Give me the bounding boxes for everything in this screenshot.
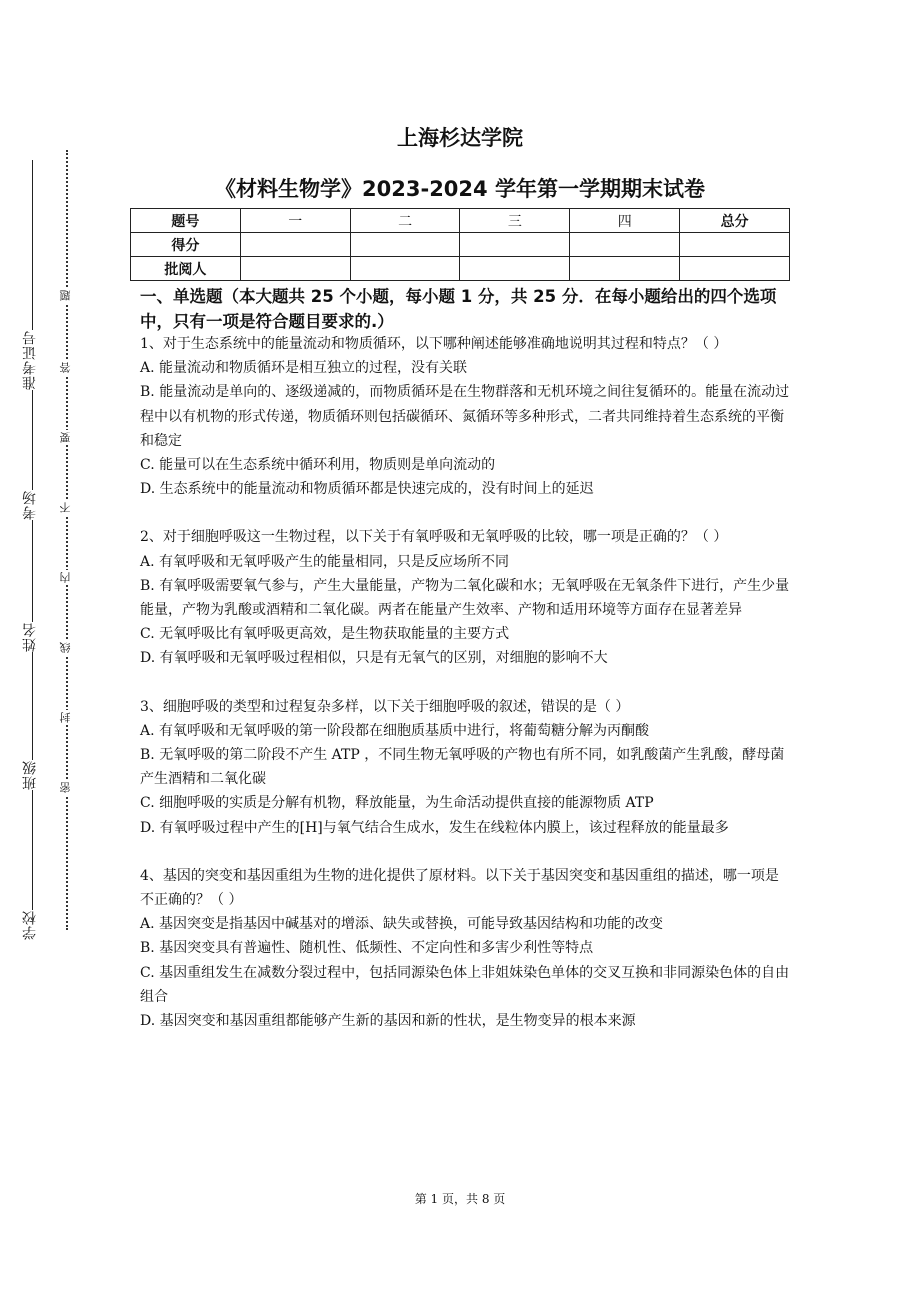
- option-b: B. 有氧呼吸需要氧气参与，产生大量能量，产物为二氧化碳和水；无氧呼吸在无氧条件下进行，产生少量能量，产物为乳酸或酒精和二氧化碳。两者在能量产生效率、产物和适用环境等方面存在显著差异: [140, 577, 790, 619]
- exam-room-label: 考场: [22, 490, 38, 520]
- option-b: B. 基因突变具有普遍性、随机性、低频性、不定向性和多害少利性等特点: [140, 940, 594, 957]
- option-d: D. 有氧呼吸和无氧呼吸过程相似，只是有无氧气的区别，对细胞的影响不大: [140, 650, 608, 667]
- header-cell: 二: [350, 209, 460, 233]
- option-b: B. 能量流动是单向的、逐级递减的，而物质循环是在生物群落和无机环境之间往复循环的。能量在流动过程中以有机物的形式传递，物质循环则包括碳循环、氮循环等多种形式，二者共同维持着生态系统的平衡和稳定: [140, 384, 790, 449]
- grader-cell[interactable]: [460, 257, 570, 281]
- row-label: 得分: [131, 233, 241, 257]
- seal-char: 不: [59, 502, 72, 513]
- school-label: 学校: [22, 910, 38, 940]
- option-a: A. 有氧呼吸和无氧呼吸的第一阶段都在细胞质基质中进行，将葡萄糖分解为丙酮酸: [140, 722, 650, 739]
- seal-char: 线: [59, 642, 72, 653]
- row-label: 批阅人: [131, 257, 241, 281]
- question-4: [140, 864, 792, 1033]
- option-c: C. 能量可以在生态系统中循环利用，物质则是单向流动的: [140, 457, 496, 474]
- question-2: [140, 525, 792, 670]
- option-d: D. 有氧呼吸过程中产生的[H]与氧气结合生成水，发生在线粒体内膜上，该过程释放的能量最多: [140, 819, 729, 836]
- score-cell[interactable]: [240, 233, 350, 257]
- option-a: A. 基因突变是指基因中碱基对的增添、缺失或替换，可能导致基因结构和功能的改变: [140, 916, 664, 933]
- option-d: D. 基因突变和基因重组都能够产生新的基因和新的性状，是生物变异的根本来源: [140, 1013, 636, 1030]
- option-a: A. 能量流动和物质循环是相互独立的过程，没有关联: [140, 360, 468, 377]
- question-list: [140, 332, 792, 1057]
- header-cell: 题号: [131, 209, 241, 233]
- section-heading: 一、单选题（本大题共 25 个小题，每小题 1 分，共 25 分．在每小题给出的四个选项中，只有一项是符合题目要求的.）: [140, 287, 777, 331]
- seal-char: 答: [59, 362, 72, 373]
- question-3: [140, 695, 792, 840]
- seal-char: 封: [59, 712, 72, 723]
- question-stem: 4、基因的突变和基因重组为生物的进化提供了原材料。以下关于基因突变和基因重组的描述，哪一项是不正确的？（ ）: [140, 867, 779, 909]
- header-cell: 总分: [680, 209, 790, 233]
- grader-cell[interactable]: [680, 257, 790, 281]
- seal-char: 密: [59, 782, 72, 793]
- seal-char: 内: [59, 572, 72, 583]
- seal-char: 要: [59, 432, 72, 443]
- header-cell: 一: [240, 209, 350, 233]
- score-table-header-row: [131, 209, 790, 233]
- seal-dotted-line: [66, 150, 68, 930]
- score-row: [131, 233, 790, 257]
- score-table: [130, 208, 790, 281]
- school-title: 上海杉达学院: [397, 126, 523, 150]
- binding-line: [32, 160, 33, 940]
- exam-title: 《材料生物学》2023-2024 学年第一学期期末试卷: [215, 177, 705, 201]
- score-cell[interactable]: [460, 233, 570, 257]
- page-footer: 第 1 页，共 8 页: [414, 1192, 506, 1206]
- name-label: 姓名: [22, 622, 38, 652]
- score-cell[interactable]: [680, 233, 790, 257]
- seal-char: 题: [59, 290, 72, 301]
- header-cell: 三: [460, 209, 570, 233]
- option-c: C. 无氧呼吸比有氧呼吸更高效，是生物获取能量的主要方式: [140, 626, 510, 643]
- question-stem: 3、细胞呼吸的类型和过程复杂多样，以下关于细胞呼吸的叙述，错误的是（ ）: [140, 698, 630, 715]
- grader-cell[interactable]: [350, 257, 460, 281]
- option-c: C. 细胞呼吸的实质是分解有机物，释放能量，为生命活动提供直接的能源物质 ATP: [140, 795, 654, 812]
- option-b: B. 无氧呼吸的第二阶段不产生 ATP ，不同生物无氧呼吸的产物也有所不同，如乳酸菌产生乳酸，酵母菌产生酒精和二氧化碳: [140, 747, 785, 788]
- class-label: 班级: [22, 760, 38, 790]
- option-d: D. 生态系统中的能量流动和物质循环都是快速完成的，没有时间上的延迟: [140, 481, 594, 498]
- score-cell[interactable]: [350, 233, 460, 257]
- option-c: C. 基因重组发生在减数分裂过程中，包括同源染色体上非姐妹染色单体的交叉互换和非同源染色体的自由组合: [140, 964, 790, 1005]
- header-cell: 四: [570, 209, 680, 233]
- question-1: [140, 332, 792, 501]
- exam-number-label: 准考证号: [22, 330, 38, 390]
- score-cell[interactable]: [570, 233, 680, 257]
- question-stem: 2、对于细胞呼吸这一生物过程，以下关于有氧呼吸和无氧呼吸的比较，哪一项是正确的？（ ）: [140, 529, 728, 546]
- grader-row: [131, 257, 790, 281]
- question-stem: 1、对于生态系统中的能量流动和物质循环，以下哪种阐述能够准确地说明其过程和特点？（ ）: [140, 336, 728, 352]
- grader-cell[interactable]: [570, 257, 680, 281]
- option-a: A. 有氧呼吸和无氧呼吸产生的能量相同，只是反应场所不同: [140, 553, 510, 570]
- grader-cell[interactable]: [240, 257, 350, 281]
